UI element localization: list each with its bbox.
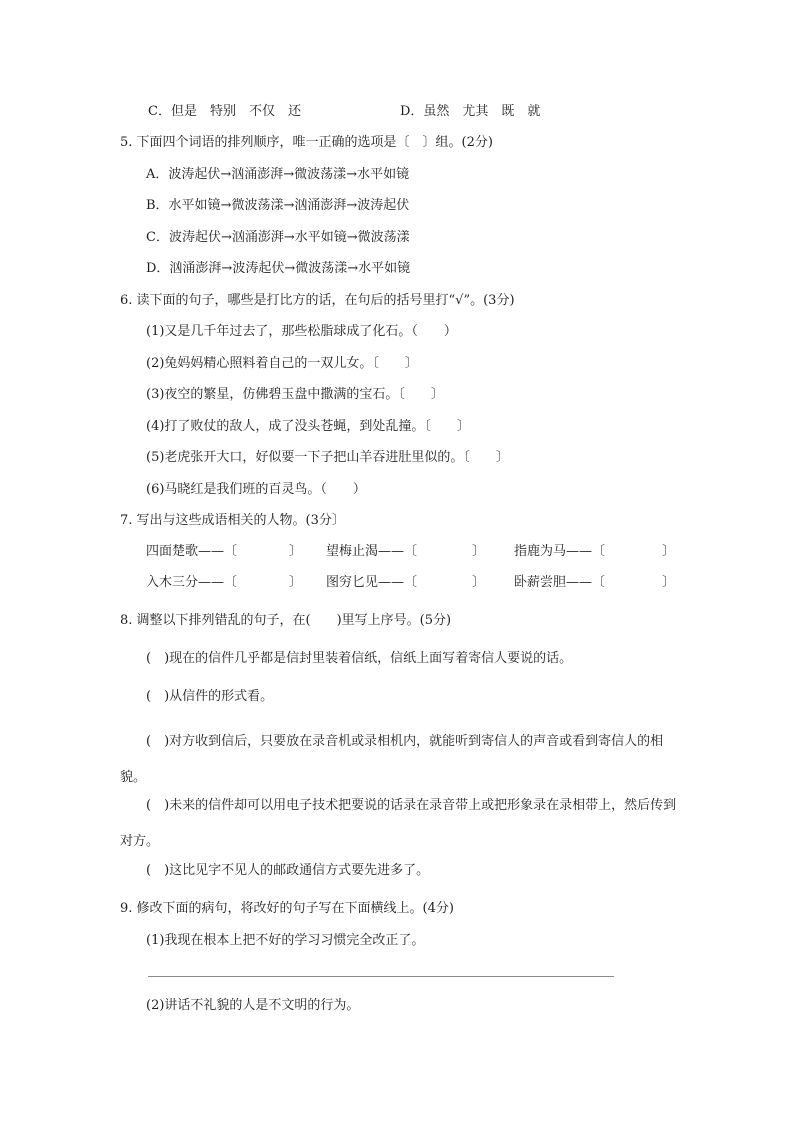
q6-item-3: (3)夜空的繁星，仿佛碧玉盘中撒满的宝石。〔 〕 — [146, 387, 444, 402]
q8-item-4: ( )未来的信件却可以用电子技术把要说的话录在录音带上或把形象录在录相带上，然后传到对方。 — [120, 798, 677, 849]
q4-option-d: D．虽然 尤其 既 就 — [400, 104, 541, 119]
q7-idiom-sime-chuge: 四面楚歌——〔 — [146, 544, 238, 559]
q9-answer-line[interactable] — [148, 976, 614, 977]
q9-item-2: (2)讲话不礼貌的人是不文明的行为。 — [146, 998, 360, 1013]
q5-option-a: A．波涛起伏→汹涌澎湃→微波荡漾→水平如镜 — [146, 167, 410, 182]
q8-item-1: ( )现在的信件几乎都是信封里装着信纸，信纸上面写着寄信人要说的话。 — [146, 651, 573, 666]
q7-idiom-tuqiong-bixian: 图穷匕见——〔 — [326, 575, 418, 590]
q5-option-d: D．汹涌澎湃→波涛起伏→微波荡漾→水平如镜 — [146, 261, 411, 276]
q7-close-bracket: 〕 — [662, 544, 676, 559]
q5-option-b: B．水平如镜→微波荡漾→汹涌澎湃→波涛起伏 — [146, 198, 410, 213]
q6-item-6: (6)马晓红是我们班的百灵鸟。（ ） — [146, 482, 366, 497]
q4-option-c: C．但是 特别 不仅 还 — [148, 104, 301, 119]
q5-option-c: C．波涛起伏→汹涌澎湃→水平如镜→微波荡漾 — [146, 230, 410, 245]
q7-idiom-woxin-changdan: 卧薪尝胆——〔 — [514, 575, 606, 590]
q7-idiom-zhilu-weima: 指鹿为马——〔 — [514, 544, 606, 559]
q6-item-1: (1)又是几千年过去了，那些松脂球成了化石。（ ） — [146, 324, 457, 339]
q8-stem: 8. 调整以下排列错乱的句子，在( )里写上序号。(5分) — [120, 613, 452, 628]
q5-stem: 5. 下面四个词语的排列顺序，唯一正确的选项是〔 〕组。(2分) — [120, 135, 493, 150]
q9-stem: 9. 修改下面的病句，将改好的句子写在下面横线上。(4分) — [120, 901, 454, 916]
q8-item-2: ( )从信件的形式看。 — [146, 689, 274, 704]
q6-item-2: (2)兔妈妈精心照料着自己的一双儿女。〔 〕 — [146, 356, 418, 371]
q7-close-bracket: 〕 — [289, 575, 303, 590]
q9-item-1: (1)我现在根本上把不好的学习习惯完全改正了。 — [146, 933, 425, 948]
q7-stem: 7. 写出与这些成语相关的人物。(3分〕 — [120, 513, 345, 528]
q7-close-bracket: 〕 — [662, 575, 676, 590]
q7-close-bracket: 〕 — [472, 575, 486, 590]
q7-close-bracket: 〕 — [289, 544, 303, 559]
q8-item-3: ( )对方收到信后，只要放在录音机或录相机内，就能听到寄信人的声音或看到寄信人的相貌。 — [120, 734, 664, 785]
q7-idiom-wangmei-zhike: 望梅止渴——〔 — [326, 544, 418, 559]
q8-item-5: ( )这比见字不见人的邮政通信方式要先进多了。 — [146, 863, 430, 878]
q6-item-4: (4)打了败仗的敌人，成了没头苍蝇，到处乱撞。〔 〕 — [146, 419, 470, 434]
q6-item-5: (5)老虎张开大口，好似要一下子把山羊吞进肚里似的。〔 〕 — [146, 450, 509, 465]
q6-stem: 6. 读下面的句子，哪些是打比方的话，在句后的括号里打“√”。(3分) — [120, 293, 515, 308]
q7-close-bracket: 〕 — [472, 544, 486, 559]
q7-idiom-rumu-sanfen: 入木三分——〔 — [146, 575, 238, 590]
